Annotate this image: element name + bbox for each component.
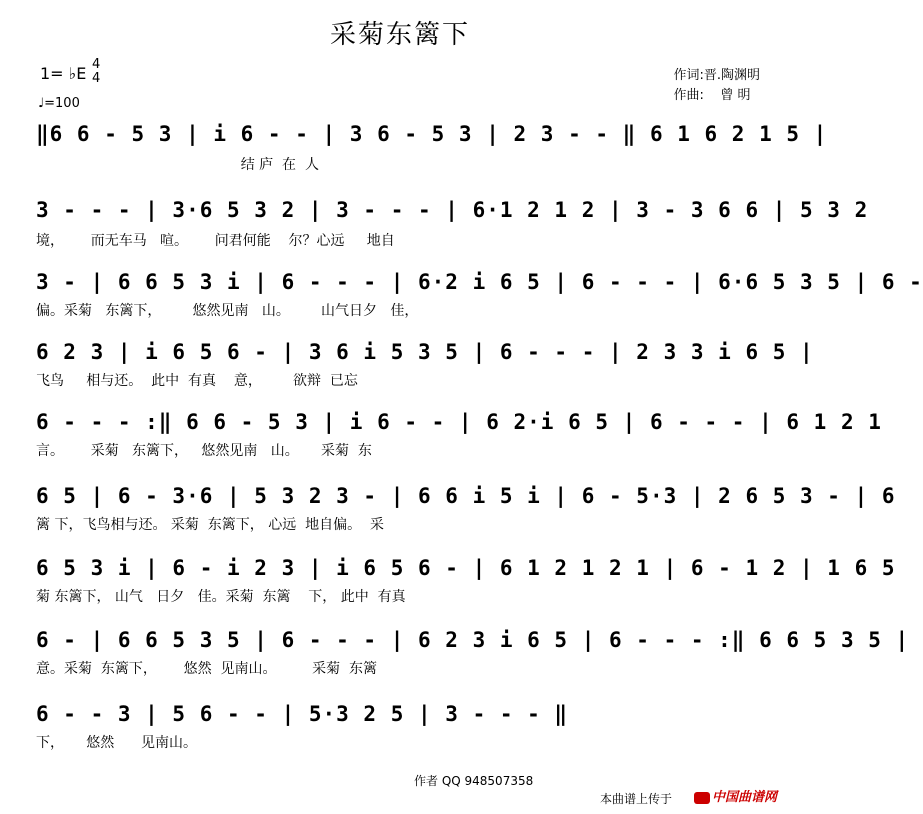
lyrics-row-3: 偏。采菊 东篱下， 悠然见南 山。 山气日夕 佳， xyxy=(36,303,419,319)
lyrics-row-1: 结 庐 在 人 xyxy=(36,157,319,173)
notes-row-7: 6 5 3 i | 6 - i 2 3 | i 6 5 6 - | 6 1 2 1 2 1 | 6 - 1 2 | 1 6 5 xyxy=(36,556,896,580)
meter-bottom: 4 xyxy=(92,71,101,86)
tempo-marking: ♩=100 xyxy=(38,96,80,111)
lyrics-row-9: 下， 悠然 见南山。 xyxy=(36,735,197,751)
lyrics-row-2: 境， 而无车马 喧。 问君何能 尔？心远 地自 xyxy=(36,233,395,249)
lyrics-row-8: 意。采菊 东篱下， 悠然 见南山。 采菊 东篱 xyxy=(36,661,378,677)
site-name: 中国曲谱网 xyxy=(712,790,778,805)
meter-top: 4 xyxy=(92,57,101,72)
composer: 作曲: 曾 明 xyxy=(673,88,751,103)
notes-row-1: ‖6 6 - 5 3 | i 6 - - | 3 6 - 5 3 | 2 3 - - ‖ 6 1 6 2 1 5 | xyxy=(36,122,828,146)
lyrics-row-6: 篱 下，飞鸟相与还。 采菊 东篱下， 心远 地自偏。 采 xyxy=(36,517,385,533)
credits xyxy=(673,66,760,106)
time-signature xyxy=(92,58,100,86)
lyrics-row-5: 言。 采菊 东篱下， 悠然见南 山。 采菊 东 xyxy=(36,443,372,459)
upload-note: 本曲谱上传于 xyxy=(600,792,673,806)
author-contact: 作者 QQ 948507358 xyxy=(414,774,534,788)
lyricist: 作词:晋.陶渊明 xyxy=(673,68,760,83)
site-logo xyxy=(694,786,777,805)
notes-row-9: 6 - - 3 | 5 6 - - | 5·3 2 5 | 3 - - - ‖ xyxy=(36,702,569,726)
notes-row-8: 6 - | 6 6 5 3 5 | 6 - - - | 6 2 3 i 6 5 | 6 - - - :‖ 6 6 5 3 5 | xyxy=(36,628,910,652)
lyrics-row-4: 飞鸟 相与还。 此中 有真 意， 欲辩 已忘 xyxy=(36,373,358,389)
notes-row-6: 6 5 | 6 - 3·6 | 5 3 2 3 - | 6 6 i 5 i | 6 - 5·3 | 2 6 5 3 - | 6 xyxy=(36,484,896,508)
notes-row-3: 3 - | 6 6 5 3 i | 6 - - - | 6·2 i 6 5 | 6 - - - | 6·6 5 3 5 | 6 - xyxy=(36,270,923,294)
notes-row-5: 6 - - - :‖ 6 6 - 5 3 | i 6 - - | 6 2·i 6 5 | 6 - - - | 6 1 2 1 xyxy=(36,410,882,434)
key-signature: 1= ♭E xyxy=(40,64,87,83)
notes-row-2: 3 - - - | 3·6 5 3 2 | 3 - - - | 6·1 2 1 2 | 3 - 3 6 6 | 5 3 2 xyxy=(36,198,869,222)
lyrics-row-7: 菊 东篱下， 山气 日夕 佳。采菊 东篱 下， 此中 有真 xyxy=(36,589,406,605)
logo-badge-icon xyxy=(694,792,710,804)
page-title: 采菊东篱下 xyxy=(329,20,470,50)
notes-row-4: 6 2 3 | i 6 5 6 - | 3 6 i 5 3 5 | 6 - - - | 2 3 3 i 6 5 | xyxy=(36,340,814,364)
